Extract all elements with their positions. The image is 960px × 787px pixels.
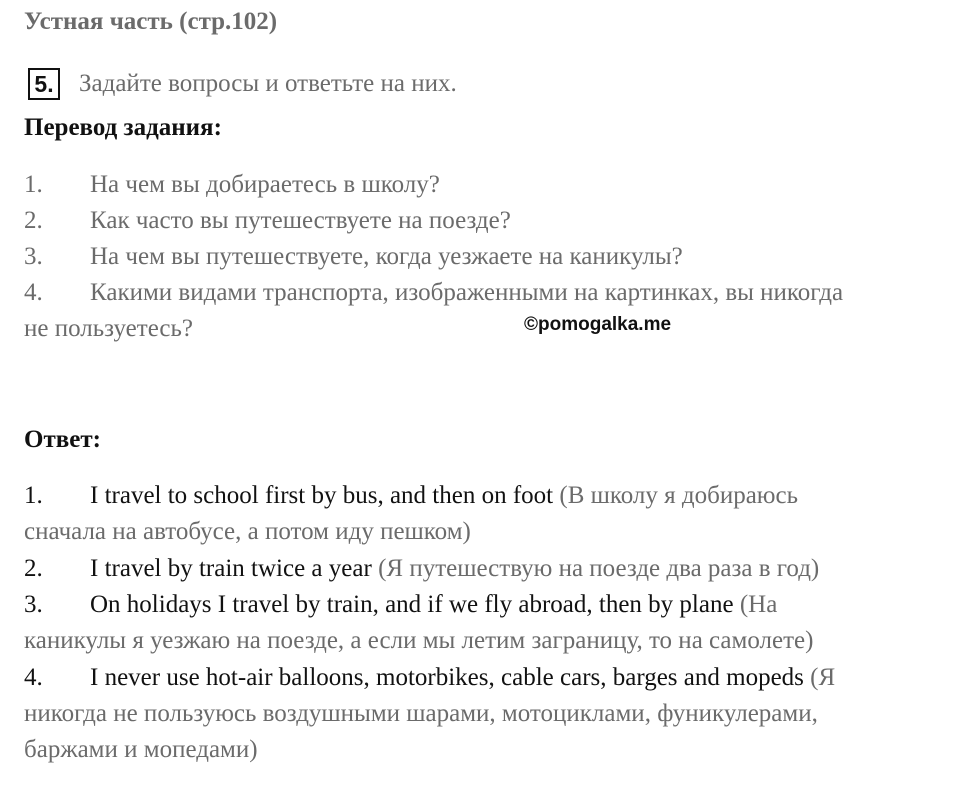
answer-item-continuation xyxy=(24,696,818,732)
answer-item xyxy=(24,551,819,587)
answer-item xyxy=(24,587,777,623)
answer-item xyxy=(24,660,835,696)
item-text: На чем вы добираетесь в школу? xyxy=(90,171,440,198)
item-text: На чем вы путешествуете, когда уезжаете на каникулы? xyxy=(90,243,683,270)
answer-russian-continuation: баржами и мопедами) xyxy=(24,736,258,763)
translation-heading: Перевод задания: xyxy=(24,114,222,141)
answer-russian: (Я xyxy=(803,664,836,691)
answer-russian: (В школу я добираюсь xyxy=(553,482,798,509)
answer-russian: (На xyxy=(733,591,778,618)
translation-item-continuation xyxy=(24,311,193,347)
item-number: 1. xyxy=(24,482,43,509)
item-number: 4. xyxy=(24,279,43,306)
item-number: 2. xyxy=(24,207,43,234)
item-text: Какими видами транспорта, изображенными на картинках, вы никогда xyxy=(90,279,844,306)
task-instruction: Задайте вопросы и ответьте на них. xyxy=(79,70,457,97)
answer-item-continuation xyxy=(24,732,258,768)
item-number: 1. xyxy=(24,171,43,198)
translation-item xyxy=(24,275,843,311)
answer-heading: Ответ: xyxy=(24,426,101,453)
answer-english: I travel to school first by bus, and then on foot xyxy=(90,482,554,509)
item-number: 3. xyxy=(24,591,43,618)
answer-item xyxy=(24,478,798,514)
task-number-box: 5. xyxy=(28,68,60,100)
answer-russian-continuation: никогда не пользуюсь воздушными шарами, мотоциклами, фуникулерами, xyxy=(24,700,818,727)
item-number: 3. xyxy=(24,243,43,270)
translation-item xyxy=(24,203,511,239)
answer-russian: (Я путешествую на поезде два раза в год) xyxy=(371,555,820,582)
answer-english: I travel by train twice a year xyxy=(90,555,372,582)
item-text-continuation: не пользуетесь? xyxy=(24,315,194,342)
watermark: ©pomogalka.me xyxy=(524,314,672,335)
section-title: Устная часть (стр.102) xyxy=(24,8,278,35)
answer-english: I never use hot-air balloons, motorbikes, cable cars, barges and mopeds xyxy=(90,664,804,691)
answer-russian-continuation: каникулы я уезжаю на поезде, а если мы летим заграницу, то на самолете) xyxy=(24,627,814,654)
answer-item-continuation xyxy=(24,623,813,659)
answer-russian-continuation: сначала на автобусе, а потом иду пешком) xyxy=(24,518,471,545)
item-number: 2. xyxy=(24,555,43,582)
translation-item xyxy=(24,167,440,203)
item-number: 4. xyxy=(24,664,43,691)
item-text: Как часто вы путешествуете на поезде? xyxy=(90,207,511,234)
answer-item-continuation xyxy=(24,514,471,550)
translation-item xyxy=(24,239,683,275)
answer-english: On holidays I travel by train, and if we fly abroad, then by plane xyxy=(90,591,734,618)
